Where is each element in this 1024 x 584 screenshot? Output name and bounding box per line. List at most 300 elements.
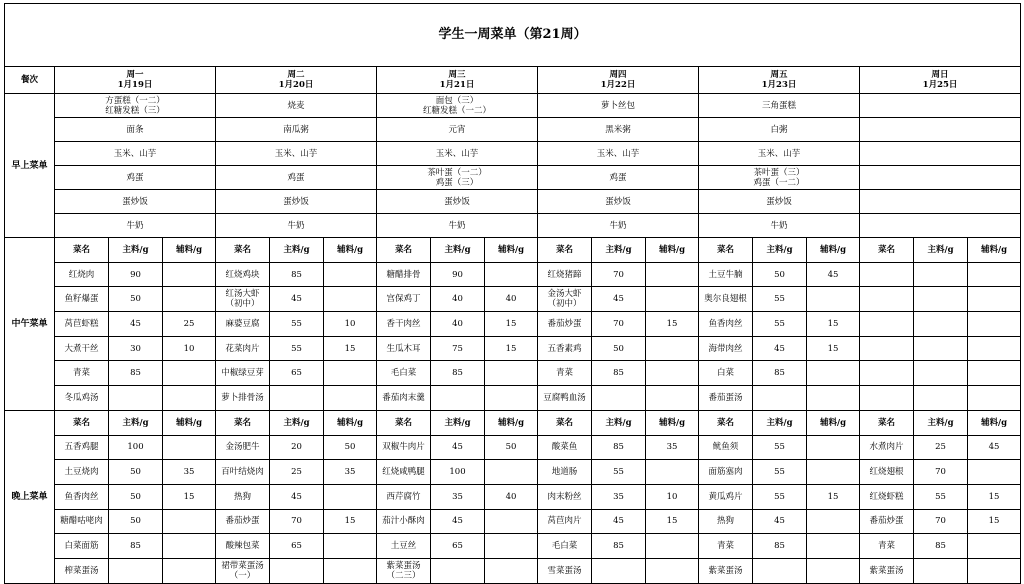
aux-ingredient-header: 辅料/g — [324, 238, 377, 263]
main-ingredient-grams: 100 — [109, 435, 163, 460]
cell-text: 西芹腐竹 — [386, 491, 421, 502]
dinner-header-row — [5, 410, 1021, 435]
dish-header: 菜名 — [538, 238, 592, 263]
dish-header: 菜名 — [699, 238, 753, 263]
aux-ingredient-grams — [968, 262, 1021, 287]
aux-ingredient-grams: 15 — [807, 336, 860, 361]
weekly-menu-table — [4, 3, 1021, 584]
breakfast-cell — [216, 94, 377, 118]
main-ingredient-grams: 45 — [592, 287, 646, 312]
dish-name — [377, 287, 431, 312]
main-ingredient-grams: 70 — [914, 460, 968, 485]
lunch-row — [5, 386, 1021, 411]
dish-header: 菜名 — [860, 410, 914, 435]
main-ingredient-grams: 70 — [592, 312, 646, 337]
dish-name — [216, 336, 270, 361]
aux-ingredient-header: 辅料/g — [324, 410, 377, 435]
main-ingredient-header: 主料/g — [753, 410, 807, 435]
cell-text: 白粥 — [770, 124, 788, 135]
cell-text: 青菜 — [72, 368, 90, 379]
aux-ingredient-grams — [324, 558, 377, 583]
cell-text: 方蛋糕（一二） — [105, 95, 165, 106]
main-ingredient-grams: 55 — [592, 460, 646, 485]
dish-name — [377, 509, 431, 534]
aux-ingredient-grams — [324, 484, 377, 509]
day-date: 1月20日 — [278, 80, 314, 90]
main-ingredient-grams — [914, 287, 968, 312]
day-header — [860, 67, 1021, 94]
dish-name — [699, 361, 753, 386]
aux-ingredient-grams — [807, 361, 860, 386]
cell-text: 豆腐鸭血汤 — [543, 392, 586, 403]
breakfast-cell — [699, 190, 860, 214]
cell-text: 面包（三） — [435, 95, 479, 106]
aux-ingredient-grams — [968, 287, 1021, 312]
dish-name — [699, 509, 753, 534]
cell-text: 面筋塞肉 — [708, 467, 743, 478]
dish-name — [860, 509, 914, 534]
aux-ingredient-header: 辅料/g — [163, 238, 216, 263]
main-ingredient-grams: 45 — [753, 336, 807, 361]
day-name: 周日 — [931, 70, 949, 80]
cell-text: 紫菜蛋汤 — [869, 565, 904, 576]
main-ingredient-grams — [753, 386, 807, 411]
day-date: 1月22日 — [600, 80, 636, 90]
main-ingredient-grams: 90 — [109, 262, 163, 287]
aux-ingredient-grams — [324, 361, 377, 386]
dish-header: 菜名 — [216, 238, 270, 263]
breakfast-cell — [860, 94, 1021, 118]
dish-name — [860, 262, 914, 287]
lunch-row — [5, 361, 1021, 386]
dish-header: 菜名 — [377, 238, 431, 263]
main-ingredient-grams: 85 — [109, 361, 163, 386]
breakfast-cell — [216, 142, 377, 166]
aux-ingredient-grams — [968, 386, 1021, 411]
cell-text: 五香素鸡 — [547, 343, 582, 354]
dish-name — [699, 262, 753, 287]
dish-name — [216, 287, 270, 312]
cell-text: 金汤肥牛 — [225, 442, 260, 453]
aux-ingredient-header: 辅料/g — [968, 410, 1021, 435]
cell-text: 肉末粉丝 — [547, 491, 582, 502]
aux-ingredient-grams — [807, 534, 860, 559]
dish-name — [55, 484, 109, 509]
aux-ingredient-grams: 50 — [324, 435, 377, 460]
dish-name — [55, 312, 109, 337]
dish-name — [538, 558, 592, 583]
aux-ingredient-header: 辅料/g — [807, 410, 860, 435]
lunch-label: 中午菜单 — [5, 238, 55, 411]
breakfast-cell — [55, 142, 216, 166]
dinner-row — [5, 460, 1021, 485]
cell-text: 糖醋排骨 — [386, 269, 421, 280]
cell-text: 南瓜粥 — [283, 124, 309, 135]
cell-text: 土豆丝 — [390, 541, 417, 552]
dish-name — [377, 361, 431, 386]
breakfast-row — [5, 190, 1021, 214]
dish-name — [216, 509, 270, 534]
dish-name — [55, 435, 109, 460]
aux-ingredient-grams: 50 — [485, 435, 538, 460]
dish-name — [699, 484, 753, 509]
dish-name — [699, 386, 753, 411]
breakfast-cell — [216, 118, 377, 142]
cell-text: 烧麦 — [287, 100, 305, 111]
aux-ingredient-grams — [163, 262, 216, 287]
cell-text: 红糖发糕（一二） — [422, 105, 491, 116]
aux-ingredient-grams: 40 — [485, 287, 538, 312]
breakfast-cell — [699, 94, 860, 118]
cell-text: 宫保鸡丁 — [386, 294, 421, 305]
aux-ingredient-grams: 15 — [646, 312, 699, 337]
main-ingredient-grams: 45 — [431, 435, 485, 460]
aux-ingredient-grams: 10 — [324, 312, 377, 337]
dish-name — [377, 558, 431, 583]
dish-name — [860, 534, 914, 559]
main-ingredient-grams: 85 — [592, 534, 646, 559]
dish-header: 菜名 — [55, 410, 109, 435]
day-date: 1月21日 — [439, 80, 475, 90]
breakfast-cell — [216, 190, 377, 214]
breakfast-cell — [699, 118, 860, 142]
day-name: 周五 — [770, 70, 788, 80]
aux-ingredient-grams — [163, 534, 216, 559]
aux-ingredient-header: 辅料/g — [485, 238, 538, 263]
main-ingredient-grams: 55 — [753, 484, 807, 509]
main-ingredient-grams: 70 — [270, 509, 324, 534]
aux-ingredient-grams — [324, 287, 377, 312]
aux-ingredient-grams — [646, 386, 699, 411]
cell-text: 酸辣包菜 — [225, 541, 260, 552]
main-ingredient-grams: 55 — [270, 312, 324, 337]
breakfast-cell — [55, 118, 216, 142]
main-ingredient-grams — [270, 558, 324, 583]
aux-ingredient-grams — [485, 534, 538, 559]
aux-ingredient-grams — [968, 361, 1021, 386]
main-ingredient-grams — [914, 336, 968, 361]
breakfast-row — [5, 214, 1021, 238]
main-ingredient-grams — [592, 386, 646, 411]
cell-text: 鸡蛋（一二） — [753, 177, 805, 188]
breakfast-cell — [377, 214, 538, 238]
dinner-row — [5, 534, 1021, 559]
day-header — [538, 67, 699, 94]
aux-ingredient-grams: 40 — [485, 484, 538, 509]
cell-text: 茶叶蛋（一二） — [427, 167, 487, 178]
aux-ingredient-grams — [163, 435, 216, 460]
cell-text: 香干肉丝 — [386, 318, 421, 329]
aux-ingredient-grams — [968, 558, 1021, 583]
breakfast-row — [5, 166, 1021, 190]
cell-text: 百叶结烧肉 — [221, 467, 264, 478]
dish-name — [860, 361, 914, 386]
breakfast-cell — [377, 166, 538, 190]
main-ingredient-header: 主料/g — [753, 238, 807, 263]
cell-text: 金汤大虾 — [547, 289, 582, 300]
cell-text: 白菜 — [716, 368, 734, 379]
main-ingredient-grams: 35 — [592, 484, 646, 509]
main-ingredient-grams: 75 — [431, 336, 485, 361]
cell-text: 红烧咸鸭腿 — [382, 467, 425, 478]
cell-text: 糖醋咕咾肉 — [60, 516, 103, 527]
cell-text: 鸡蛋（三） — [435, 177, 479, 188]
dish-name — [538, 262, 592, 287]
cell-text: 生瓜木耳 — [386, 343, 421, 354]
lunch-row — [5, 287, 1021, 312]
dish-name — [377, 262, 431, 287]
cell-text: 黄瓜鸡片 — [708, 491, 743, 502]
cell-text: 热狗 — [716, 516, 734, 527]
breakfast-cell — [377, 94, 538, 118]
main-ingredient-grams: 100 — [431, 460, 485, 485]
day-date: 1月19日 — [117, 80, 153, 90]
dish-name — [699, 534, 753, 559]
breakfast-cell — [860, 190, 1021, 214]
dish-name — [860, 558, 914, 583]
aux-ingredient-grams — [807, 558, 860, 583]
breakfast-cell — [55, 94, 216, 118]
dish-name — [216, 361, 270, 386]
main-ingredient-header: 主料/g — [431, 410, 485, 435]
day-name: 周三 — [448, 70, 466, 80]
dish-name — [538, 312, 592, 337]
dish-name — [860, 287, 914, 312]
main-ingredient-header: 主料/g — [592, 410, 646, 435]
aux-ingredient-grams: 15 — [324, 509, 377, 534]
main-ingredient-header: 主料/g — [914, 410, 968, 435]
cell-text: 番茄蛋汤 — [708, 392, 743, 403]
dish-name — [538, 484, 592, 509]
main-ingredient-header: 主料/g — [270, 410, 324, 435]
dish-name — [699, 312, 753, 337]
cell-text: 红烧虾糕 — [869, 491, 904, 502]
day-date: 1月25日 — [922, 80, 958, 90]
dish-name — [55, 287, 109, 312]
cell-text: 番茄炒蛋 — [869, 516, 904, 527]
aux-ingredient-header: 辅料/g — [807, 238, 860, 263]
main-ingredient-grams — [431, 558, 485, 583]
cell-text: 番茄肉末羹 — [382, 392, 425, 403]
aux-ingredient-grams — [646, 336, 699, 361]
main-ingredient-grams: 50 — [109, 509, 163, 534]
main-ingredient-grams: 65 — [270, 361, 324, 386]
lunch-header-row — [5, 238, 1021, 263]
aux-ingredient-header: 辅料/g — [485, 410, 538, 435]
dish-name — [55, 262, 109, 287]
main-ingredient-grams: 45 — [109, 312, 163, 337]
aux-ingredient-grams — [807, 287, 860, 312]
cell-text: 蛋炒饭 — [283, 196, 309, 207]
breakfast-row — [5, 142, 1021, 166]
aux-ingredient-grams — [163, 509, 216, 534]
dish-name — [377, 336, 431, 361]
aux-ingredient-header: 辅料/g — [646, 410, 699, 435]
aux-ingredient-grams — [968, 312, 1021, 337]
aux-ingredient-grams: 15 — [163, 484, 216, 509]
dish-name — [55, 509, 109, 534]
main-ingredient-grams: 85 — [592, 435, 646, 460]
main-ingredient-grams — [914, 386, 968, 411]
aux-ingredient-grams: 15 — [807, 312, 860, 337]
cell-text: 热狗 — [233, 491, 251, 502]
dish-name — [377, 484, 431, 509]
main-ingredient-grams: 50 — [109, 460, 163, 485]
aux-ingredient-grams: 15 — [485, 336, 538, 361]
breakfast-cell — [377, 118, 538, 142]
aux-ingredient-grams — [324, 534, 377, 559]
dish-header: 菜名 — [55, 238, 109, 263]
main-ingredient-grams: 45 — [270, 484, 324, 509]
cell-text: 元宵 — [448, 124, 466, 135]
cell-text: 土豆牛腩 — [708, 269, 743, 280]
cell-text: 紫菜蛋汤 — [386, 560, 421, 571]
main-ingredient-grams: 85 — [753, 361, 807, 386]
aux-ingredient-grams — [163, 361, 216, 386]
cell-text: （初中） — [547, 299, 582, 310]
cell-text: 牛奶 — [609, 220, 627, 231]
dish-name — [860, 312, 914, 337]
main-ingredient-header: 主料/g — [109, 410, 163, 435]
cell-text: 中椒绿豆芽 — [221, 368, 264, 379]
cell-text: 牛奶 — [448, 220, 466, 231]
main-ingredient-grams: 85 — [914, 534, 968, 559]
cell-text: 麻婆豆腐 — [225, 318, 260, 329]
aux-ingredient-grams — [807, 509, 860, 534]
aux-ingredient-grams — [485, 262, 538, 287]
dish-name — [538, 509, 592, 534]
dish-name — [538, 534, 592, 559]
main-ingredient-grams — [914, 262, 968, 287]
cell-text: 萝卜排骨汤 — [221, 392, 264, 403]
aux-ingredient-grams — [324, 386, 377, 411]
cell-text: 毛白菜 — [390, 368, 417, 379]
main-ingredient-grams: 40 — [431, 287, 485, 312]
dish-name — [216, 312, 270, 337]
main-ingredient-header: 主料/g — [109, 238, 163, 263]
main-ingredient-grams — [914, 361, 968, 386]
main-ingredient-grams: 40 — [431, 312, 485, 337]
aux-ingredient-grams — [646, 287, 699, 312]
dish-name — [216, 386, 270, 411]
main-ingredient-grams: 70 — [914, 509, 968, 534]
breakfast-cell — [860, 214, 1021, 238]
aux-ingredient-grams: 15 — [807, 484, 860, 509]
breakfast-cell — [860, 166, 1021, 190]
dish-header: 菜名 — [216, 410, 270, 435]
breakfast-row — [5, 94, 1021, 118]
cell-text: 鸡蛋 — [126, 172, 144, 183]
breakfast-cell — [699, 214, 860, 238]
main-ingredient-grams: 65 — [270, 534, 324, 559]
cell-text: 五香鸡腿 — [64, 442, 99, 453]
dish-header: 菜名 — [377, 410, 431, 435]
cell-text: 玉米、山芋 — [435, 148, 479, 159]
cell-text: 玉米、山芋 — [113, 148, 157, 159]
breakfast-cell — [538, 166, 699, 190]
main-ingredient-grams: 45 — [270, 287, 324, 312]
cell-text: 红烧猪蹄 — [547, 269, 582, 280]
main-ingredient-grams — [270, 386, 324, 411]
aux-ingredient-grams: 15 — [324, 336, 377, 361]
day-header — [699, 67, 860, 94]
dish-name — [699, 558, 753, 583]
breakfast-cell — [538, 142, 699, 166]
aux-ingredient-grams — [646, 558, 699, 583]
dish-name — [538, 386, 592, 411]
main-ingredient-grams — [753, 558, 807, 583]
cell-text: 土豆烧肉 — [64, 467, 99, 478]
cell-text: 番茄炒蛋 — [225, 516, 260, 527]
dish-name — [860, 336, 914, 361]
dish-name — [860, 484, 914, 509]
cell-text: 萝卜丝包 — [600, 100, 635, 111]
main-ingredient-grams — [592, 558, 646, 583]
main-ingredient-grams: 20 — [270, 435, 324, 460]
aux-ingredient-grams — [646, 361, 699, 386]
cell-text: 红烧翅根 — [869, 467, 904, 478]
dish-name — [216, 262, 270, 287]
cell-text: 大煮干丝 — [64, 343, 99, 354]
aux-ingredient-grams: 45 — [968, 435, 1021, 460]
cell-text: 白菜面筋 — [64, 541, 99, 552]
cell-text: 莴苣虾糕 — [64, 318, 99, 329]
aux-ingredient-grams — [163, 558, 216, 583]
main-ingredient-grams — [914, 312, 968, 337]
page-title: 学生一周菜单（第21周） — [5, 4, 1021, 67]
cell-text: 花菜肉片 — [225, 343, 260, 354]
breakfast-cell — [860, 142, 1021, 166]
breakfast-cell — [55, 166, 216, 190]
day-header — [55, 67, 216, 94]
dinner-row — [5, 509, 1021, 534]
cell-text: 酸菜鱼 — [551, 442, 578, 453]
dish-name — [860, 435, 914, 460]
breakfast-label: 早上菜单 — [5, 94, 55, 238]
aux-ingredient-grams: 10 — [163, 336, 216, 361]
cell-text: 牛奶 — [126, 220, 144, 231]
cell-text: 莴苣肉片 — [547, 516, 582, 527]
cell-text: 奥尔良翅根 — [704, 294, 747, 305]
cell-text: 毛白菜 — [551, 541, 578, 552]
cell-text: 双椒牛肉片 — [382, 442, 425, 453]
aux-ingredient-grams: 35 — [324, 460, 377, 485]
main-ingredient-grams: 55 — [914, 484, 968, 509]
aux-ingredient-grams — [646, 262, 699, 287]
dish-name — [860, 460, 914, 485]
aux-ingredient-grams — [646, 534, 699, 559]
main-ingredient-grams: 65 — [431, 534, 485, 559]
aux-ingredient-grams — [163, 287, 216, 312]
cell-text: 番茄炒蛋 — [547, 318, 582, 329]
aux-ingredient-grams — [485, 361, 538, 386]
main-ingredient-grams — [109, 558, 163, 583]
aux-ingredient-grams — [807, 460, 860, 485]
cell-text: 鸡蛋 — [287, 172, 305, 183]
cell-text: 蛋炒饭 — [605, 196, 631, 207]
breakfast-cell — [538, 118, 699, 142]
main-ingredient-grams — [431, 386, 485, 411]
cell-text: 地道肠 — [551, 467, 578, 478]
main-ingredient-grams: 55 — [753, 287, 807, 312]
aux-ingredient-grams — [968, 460, 1021, 485]
main-ingredient-grams: 85 — [109, 534, 163, 559]
aux-ingredient-header: 辅料/g — [646, 238, 699, 263]
main-ingredient-grams: 55 — [753, 460, 807, 485]
main-ingredient-grams: 45 — [753, 509, 807, 534]
cell-text: 鱿鱼须 — [712, 442, 739, 453]
dish-name — [55, 534, 109, 559]
